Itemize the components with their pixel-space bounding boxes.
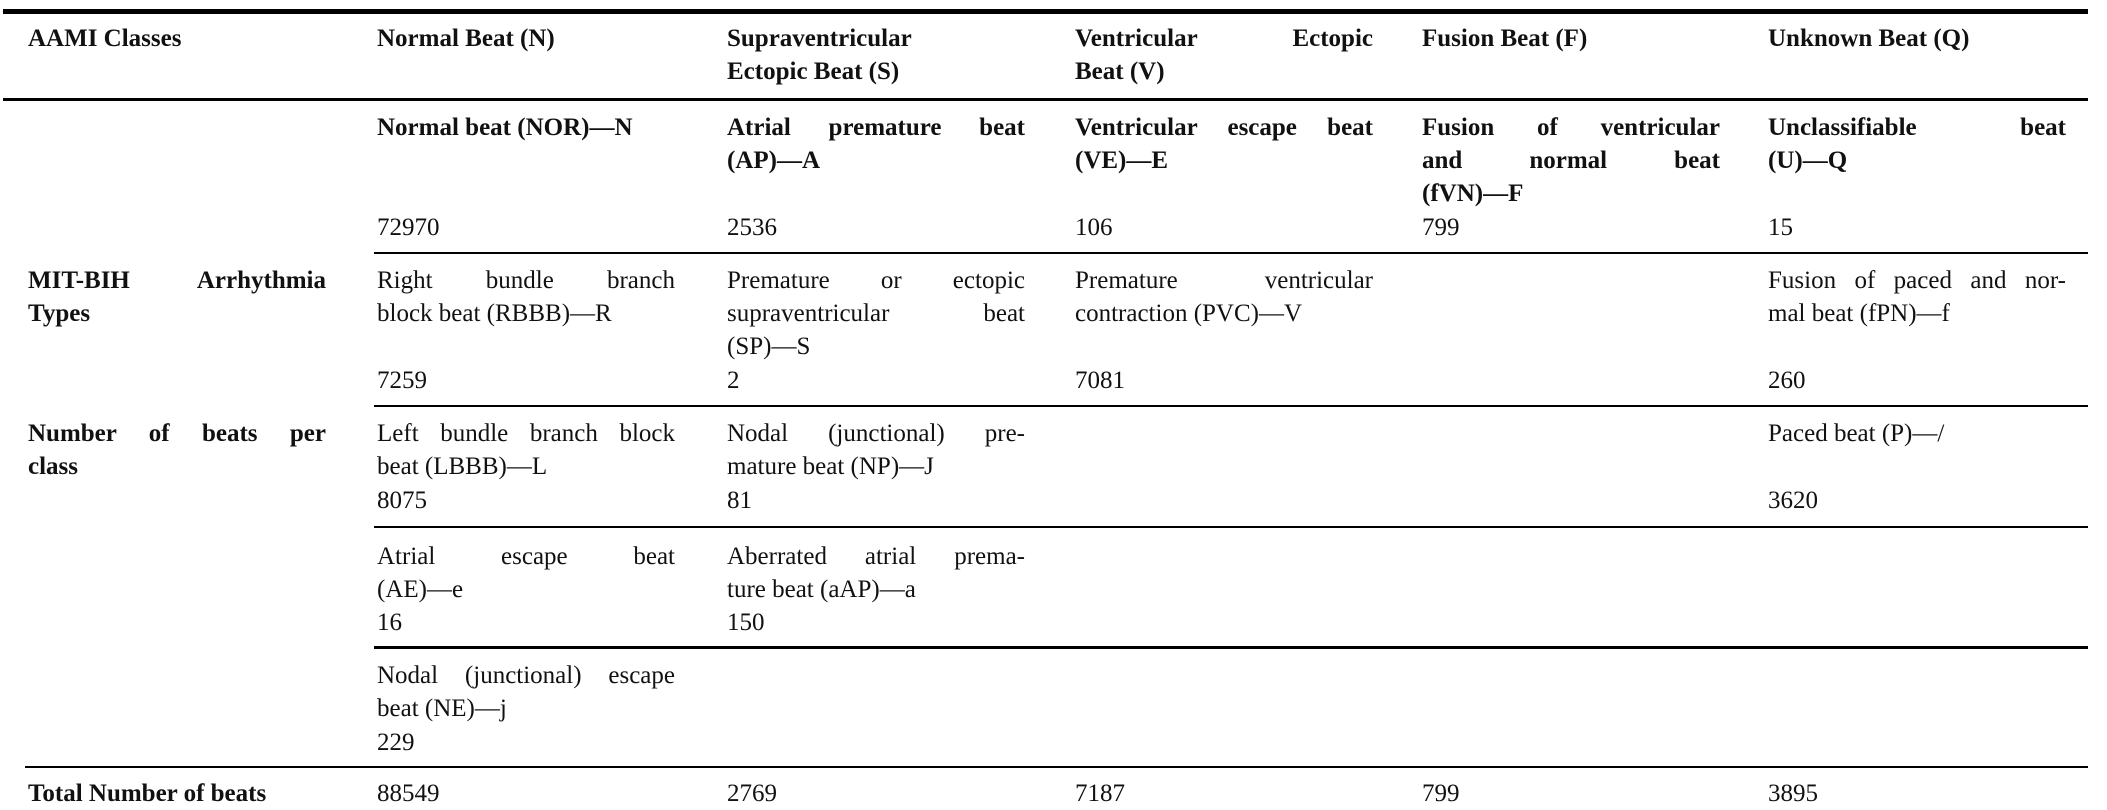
table-rule-row <box>374 526 2088 528</box>
cell-line: Normal beat (NOR)—N <box>377 114 633 141</box>
cell-line: Number of beats per <box>28 420 326 447</box>
beat-count: 799 <box>1422 214 1460 241</box>
beat-count: 81 <box>727 487 752 514</box>
row-label-total: Total Number of beats <box>28 780 267 807</box>
cell-line: Supraventricular <box>727 25 912 52</box>
cell-line: Atrial escape beat <box>377 543 675 570</box>
cell-line: (AE)—e <box>377 576 464 603</box>
beat-type-cell <box>377 540 675 606</box>
cell-line: Paced beat (P)—/ <box>1768 420 1945 447</box>
beat-count: 7259 <box>377 367 427 394</box>
cell-line: beat (NE)—j <box>377 695 507 722</box>
cell-line: Ventricular escape beat <box>1075 114 1373 141</box>
beat-count: 72970 <box>377 214 440 241</box>
cell-line: Unclassifiable beat <box>1768 114 2066 141</box>
column-header <box>1422 22 1720 55</box>
column-header <box>1075 22 1373 88</box>
cell-line: ture beat (aAP)—a <box>727 576 916 603</box>
beat-count: 2 <box>727 367 740 394</box>
cell-line: mal beat (fPN)—f <box>1768 300 1950 327</box>
cell-line: Ventricular Ectopic <box>1075 25 1373 52</box>
column-header <box>727 22 1025 88</box>
cell-line: Beat (V) <box>1075 58 1165 85</box>
beat-type-cell <box>377 417 675 483</box>
beat-type-cell <box>727 264 1025 363</box>
beat-count: 15 <box>1768 214 1793 241</box>
cell-line: Nodal (junctional) escape <box>377 662 675 689</box>
total-count: 88549 <box>377 780 440 807</box>
column-header <box>1768 22 2066 55</box>
column-header <box>377 22 675 55</box>
row-label-types <box>28 264 326 330</box>
cell-line: (AP)—A <box>727 147 821 174</box>
beat-type-cell <box>377 111 675 144</box>
beat-count: 8075 <box>377 487 427 514</box>
beat-count: 229 <box>377 729 415 756</box>
cell-line: Premature or ectopic <box>727 267 1025 294</box>
cell-line: Premature ventricular <box>1075 267 1373 294</box>
beat-count: 16 <box>377 609 402 636</box>
cell-line: (fVN)—F <box>1422 180 1524 207</box>
beat-type-cell <box>377 264 675 330</box>
cell-line: Nodal (junctional) pre- <box>727 420 1025 447</box>
cell-line: Aberrated atrial prema- <box>727 543 1025 570</box>
cell-line: beat (LBBB)—L <box>377 453 548 480</box>
cell-line: block beat (RBBB)—R <box>377 300 612 327</box>
cell-line: Fusion of paced and nor- <box>1768 267 2066 294</box>
cell-line: Fusion of ventricular <box>1422 114 1720 141</box>
table-rule-total <box>25 766 2088 768</box>
beat-type-cell <box>377 659 675 725</box>
beat-type-cell <box>1422 111 1720 210</box>
cell-line: Fusion Beat (F) <box>1422 25 1588 52</box>
table-rule-row <box>374 252 2088 254</box>
beat-count: 7081 <box>1075 367 1125 394</box>
beat-count: 150 <box>727 609 765 636</box>
beat-type-cell <box>1768 264 2066 330</box>
cell-line: (VE)—E <box>1075 147 1169 174</box>
cell-line: (SP)—S <box>727 333 811 360</box>
cell-line: Unknown Beat (Q) <box>1768 25 1970 52</box>
cell-line: mature beat (NP)—J <box>727 453 934 480</box>
row-label-beats-per-class <box>28 417 326 483</box>
cell-line: contraction (PVC)—V <box>1075 300 1303 327</box>
cell-line: MIT-BIH Arrhythmia <box>28 267 326 294</box>
cell-line: Normal Beat (N) <box>377 25 555 52</box>
cell-line: Types <box>28 300 91 327</box>
table-rule-row <box>374 646 2088 649</box>
total-count: 3895 <box>1768 780 1818 807</box>
table-rule-row <box>374 405 2088 407</box>
cell-line: class <box>28 453 78 480</box>
beat-type-cell <box>1075 111 1373 177</box>
cell-line: Ectopic Beat (S) <box>727 58 900 85</box>
beat-count: 2536 <box>727 214 777 241</box>
cell-line: Left bundle branch block <box>377 420 675 447</box>
cell-line: Right bundle branch <box>377 267 675 294</box>
beat-type-cell <box>727 111 1025 177</box>
column-header <box>28 22 326 55</box>
beat-type-cell <box>1768 417 2066 450</box>
beat-type-cell <box>727 417 1025 483</box>
cell-line: Atrial premature beat <box>727 114 1025 141</box>
cell-line: and normal beat <box>1422 147 1720 174</box>
beat-count: 260 <box>1768 367 1806 394</box>
cell-line: supraventricular beat <box>727 300 1025 327</box>
cell-line: AAMI Classes <box>28 25 182 52</box>
beat-type-cell <box>1075 264 1373 330</box>
total-count: 2769 <box>727 780 777 807</box>
total-count: 7187 <box>1075 780 1125 807</box>
total-count: 799 <box>1422 780 1460 807</box>
table-rule-header <box>3 98 2088 101</box>
cell-line: (U)—Q <box>1768 147 1848 174</box>
table-rule-top <box>3 9 2088 14</box>
beat-count: 3620 <box>1768 487 1818 514</box>
beat-type-cell <box>727 540 1025 606</box>
beat-count: 106 <box>1075 214 1113 241</box>
beat-type-cell <box>1768 111 2066 177</box>
